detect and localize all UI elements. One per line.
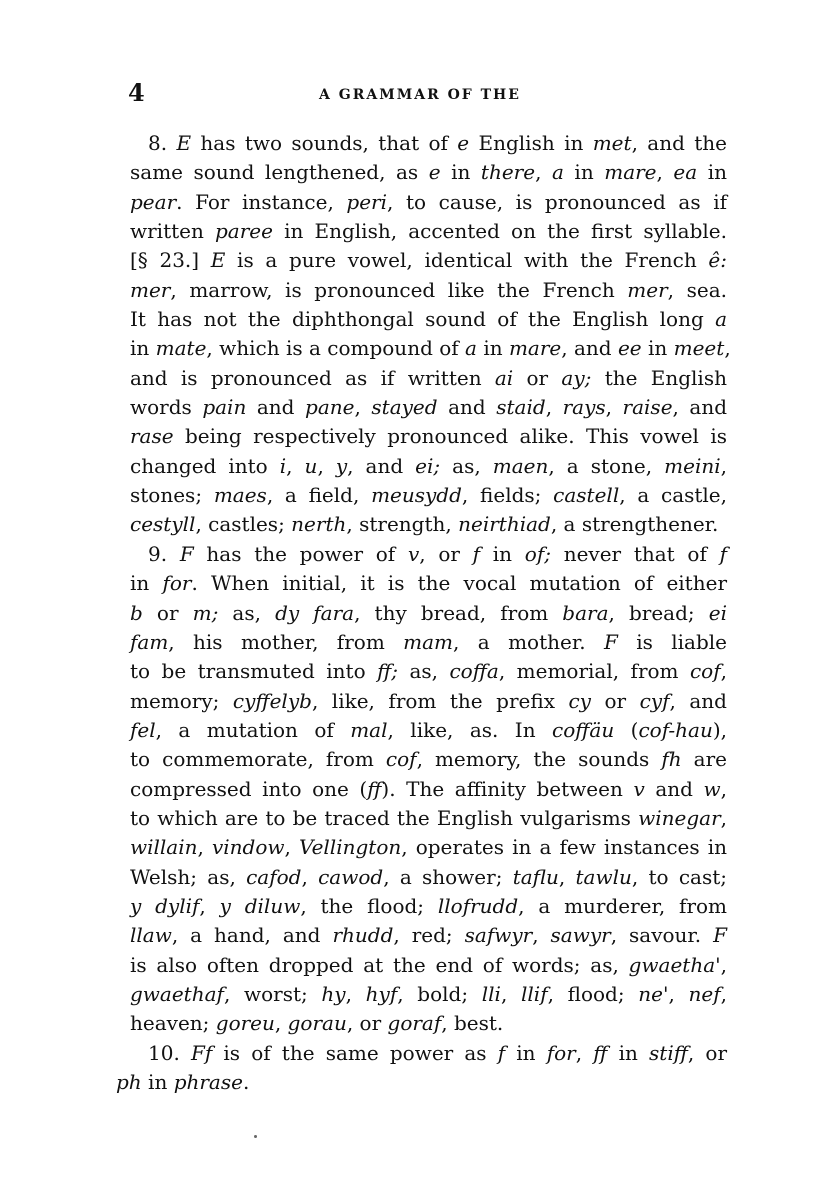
text-line: and is pronounced as if written ai or ay; the English xyxy=(130,365,727,390)
text-line: b or m; as, dy fara, thy bread, from bara, bread; ei xyxy=(130,600,727,625)
text-line: y dylif, y diluw, the flood; llofrudd, a murderer, from xyxy=(130,893,728,918)
running-title: A GRAMMAR OF THE xyxy=(319,87,521,103)
text-line: ph in phrase. xyxy=(116,1070,250,1094)
text-line: in mate, which is a compound of a in mare, and ee in meet, xyxy=(130,336,731,361)
text-line: mer, marrow, is pronounced like the French mer, sea. xyxy=(130,277,727,302)
text-line: stones; maes, a field, meusydd, fields; castell, a castle, xyxy=(130,483,728,508)
text-line: to be transmuted into ff; as, coffa, memorial, from cof, xyxy=(130,659,727,684)
text-line: gwaethaf, worst; hy, hyf, bold; lli, llif, flood; ne', nef, xyxy=(130,981,728,1006)
page-number: 4 xyxy=(128,78,145,107)
text-line: cestyll, castles; nerth, strength, neirthiad, a strengthener. xyxy=(130,512,719,537)
text-line: llaw, a hand, and rhudd, red; safwyr, sawyr, savour. F xyxy=(130,923,728,948)
text-line: 10. Ff is of the same power as f in for, ff in stiff, or xyxy=(148,1040,728,1065)
text-line: [§ 23.] E is a pure vowel, identical with the French ê: xyxy=(130,248,727,273)
text-line: to which are to be traced the English vulgarisms winegar, xyxy=(130,805,727,830)
ink-speck xyxy=(254,1135,257,1138)
text-line: to commemorate, from cof, memory, the sounds fh are xyxy=(130,747,727,772)
body-text xyxy=(116,129,731,1097)
text-line: fam, his mother, from mam, a mother. F is liable xyxy=(130,629,727,654)
text-line: in for. When initial, it is the vocal mutation of either xyxy=(130,571,727,596)
text-line: pear. For instance, peri, to cause, is pronounced as if xyxy=(130,189,727,214)
text-line: heaven; goreu, gorau, or goraf, best. xyxy=(130,1011,504,1036)
text-line: same sound lengthened, as e in there, a in mare, ea in xyxy=(130,160,727,185)
text-line: It has not the diphthongal sound of the English long a xyxy=(130,307,727,332)
text-line: written paree in English, accented on the first syllable. xyxy=(130,219,727,244)
text-line: willain, vindow, Vellington, operates in a few instances in xyxy=(130,835,727,860)
text-line: compressed into one (ff). The affinity between v and w, xyxy=(130,776,728,801)
text-line: Welsh; as, cafod, cawod, a shower; taflu, tawlu, to cast; xyxy=(130,864,727,889)
text-line: is also often dropped at the end of words; as, gwaetha', xyxy=(130,952,727,977)
text-line: memory; cyffelyb, like, from the prefix cy or cyf, and xyxy=(130,688,727,713)
text-line: 9. F has the power of v, or f in of; never that of f xyxy=(148,541,727,566)
text-line: rase being respectively pronounced alike. This vowel is xyxy=(130,424,727,449)
text-line: 8. E has two sounds, that of e English in met, and the xyxy=(148,131,727,155)
text-line: words pain and pane, stayed and staid, rays, raise, and xyxy=(130,395,728,420)
text-line: fel, a mutation of mal, like, as. In coffäu (cof-hau), xyxy=(130,717,727,742)
text-line: changed into i, u, y, and ei; as, maen, a stone, meini, xyxy=(130,453,727,478)
